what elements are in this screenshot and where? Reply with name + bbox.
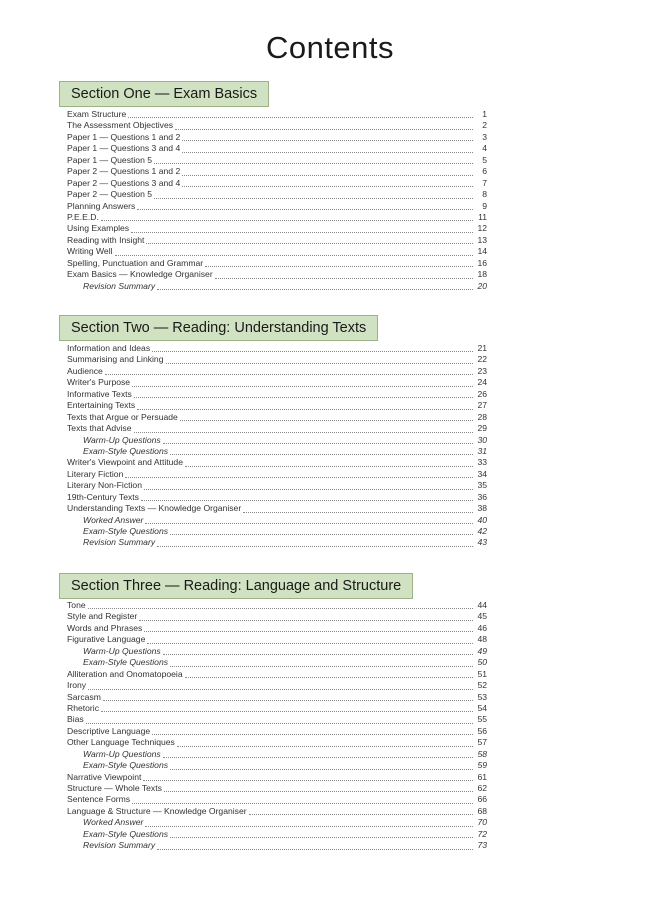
dot-leader (182, 184, 473, 187)
dot-leader (170, 452, 473, 455)
toc-entry-label: Writer's Purpose (67, 377, 131, 388)
toc-entry-page-number: 70 (477, 817, 487, 828)
toc-entry-page-number: 58 (477, 748, 487, 759)
toc-entry[interactable] (67, 446, 487, 457)
toc-entry[interactable] (67, 749, 487, 760)
toc-entry-label: Entertaining Texts (67, 400, 136, 411)
toc-entry-label: Worked Answer (83, 514, 144, 525)
toc-entry-page-number: 29 (477, 423, 487, 434)
toc-entry[interactable] (67, 692, 487, 703)
dot-leader (105, 372, 473, 375)
dot-leader (131, 230, 473, 233)
toc-entry-label: Paper 2 — Questions 3 and 4 (67, 177, 181, 188)
toc-entry[interactable] (67, 537, 487, 548)
toc-entry-label: 19th-Century Texts (67, 491, 139, 502)
dot-leader (152, 349, 473, 352)
toc-entry[interactable] (67, 469, 487, 480)
dot-leader (125, 475, 473, 478)
toc-entry-label: Words and Phrases (67, 622, 143, 633)
dot-leader (137, 207, 473, 210)
dot-leader (152, 732, 473, 735)
toc-entry-page-number: 33 (477, 457, 487, 468)
toc-entry-page-number: 50 (477, 657, 487, 668)
toc-entry-page-number: 46 (477, 622, 487, 633)
toc-entry-page-number: 7 (482, 177, 487, 188)
dot-leader (145, 824, 473, 827)
toc-entry[interactable] (67, 480, 487, 491)
dot-leader (88, 687, 473, 690)
dot-leader (157, 544, 473, 547)
toc-entry-page-number: 44 (477, 600, 487, 610)
toc-entry-label: Exam-Style Questions (83, 760, 169, 771)
toc-entry-label: Paper 1 — Questions 3 and 4 (67, 143, 181, 154)
toc-entry[interactable] (67, 400, 487, 411)
toc-entry[interactable] (67, 772, 487, 783)
toc-entry-label: Exam-Style Questions (83, 526, 169, 536)
toc-entry-page-number: 36 (477, 491, 487, 502)
toc-list-section-three (67, 600, 487, 852)
dot-leader (164, 789, 473, 792)
toc-entry[interactable] (67, 600, 487, 611)
toc-entry-label: Style and Register (67, 611, 138, 622)
dot-leader (128, 115, 473, 118)
dot-leader (132, 384, 473, 387)
toc-entry[interactable] (67, 634, 487, 645)
toc-entry[interactable] (67, 354, 487, 365)
toc-entry-page-number: 16 (477, 257, 487, 268)
toc-entry-label: Revision Summary (83, 537, 156, 548)
toc-entry[interactable] (67, 794, 487, 805)
dot-leader (86, 721, 473, 724)
toc-entry-page-number: 27 (477, 400, 487, 411)
toc-entry[interactable] (67, 412, 487, 423)
toc-entry-label: Understanding Texts — Knowledge Organiser (67, 503, 242, 514)
toc-entry-page-number: 22 (477, 354, 487, 365)
dot-leader (101, 709, 473, 712)
toc-entry[interactable] (67, 703, 487, 714)
toc-entry[interactable] (67, 109, 487, 120)
toc-entry[interactable] (67, 526, 487, 537)
toc-entry[interactable] (67, 377, 487, 388)
dot-leader (182, 173, 473, 176)
toc-entry-page-number: 21 (477, 343, 487, 353)
toc-entry-label: Warm-Up Questions (83, 434, 161, 445)
toc-entry-page-number: 62 (477, 783, 487, 793)
dot-leader (249, 812, 473, 815)
dot-leader (143, 778, 473, 781)
toc-entry-label: Planning Answers (67, 200, 136, 211)
toc-entry-label: Tone (67, 600, 86, 610)
toc-entry[interactable] (67, 840, 487, 851)
toc-entry[interactable] (67, 783, 487, 794)
toc-entry[interactable] (67, 435, 487, 446)
dot-leader (180, 418, 473, 421)
toc-entry-label: Revision Summary (83, 280, 156, 291)
toc-entry[interactable] (67, 503, 487, 514)
dot-leader (177, 744, 473, 747)
toc-entry-page-number: 38 (477, 503, 487, 514)
toc-entry-page-number: 59 (477, 760, 487, 771)
dot-leader (185, 464, 473, 467)
toc-entry-page-number: 48 (477, 634, 487, 645)
toc-entry-label: Bias (67, 714, 84, 725)
toc-entry-label: Audience (67, 365, 103, 376)
toc-entry[interactable] (67, 492, 487, 503)
section-header-three: Section Three — Reading: Language and Structure (59, 573, 413, 599)
toc-entry-label: Narrative Viewpoint (67, 771, 142, 782)
toc-entry[interactable] (67, 120, 487, 131)
toc-entry-label: Sarcasm (67, 691, 101, 702)
toc-entry-label: Informative Texts (67, 388, 132, 399)
toc-entry-label: Irony (67, 680, 87, 691)
toc-entry-label: Paper 2 — Question 5 (67, 189, 153, 200)
page-title: Contents (265, 30, 395, 65)
toc-entry[interactable] (67, 235, 487, 246)
toc-entry-page-number: 40 (477, 514, 487, 525)
toc-entry-page-number: 54 (477, 702, 487, 713)
toc-entry-page-number: 28 (477, 411, 487, 422)
dot-leader (144, 487, 473, 490)
toc-entry[interactable] (67, 143, 487, 154)
toc-entry-page-number: 57 (477, 737, 487, 748)
toc-entry[interactable] (67, 178, 487, 189)
toc-entry-label: Revision Summary (83, 840, 156, 851)
toc-entry-label: Paper 2 — Questions 1 and 2 (67, 166, 181, 177)
toc-entry-page-number: 18 (477, 269, 487, 280)
toc-entry-page-number: 2 (482, 120, 487, 131)
dot-leader (154, 161, 473, 164)
toc-entry-label: Using Examples (67, 223, 130, 234)
dot-leader (163, 652, 473, 655)
dot-leader (170, 664, 473, 667)
dot-leader (205, 264, 473, 267)
dot-leader (103, 698, 473, 701)
toc-entry[interactable] (67, 611, 487, 622)
toc-entry-page-number: 66 (477, 794, 487, 805)
dot-leader (166, 361, 474, 364)
toc-entry[interactable] (67, 258, 487, 269)
toc-entry-page-number: 72 (477, 828, 487, 839)
toc-entry-page-number: 68 (477, 805, 487, 816)
toc-entry-page-number: 9 (482, 200, 487, 211)
toc-entry-label: Language & Structure — Knowledge Organiser (67, 805, 247, 816)
toc-entry-page-number: 73 (477, 840, 487, 851)
dot-leader (163, 441, 473, 444)
toc-entry-label: Alliteration and Onomatopoeia (67, 668, 183, 679)
toc-entry[interactable] (67, 623, 487, 634)
toc-entry-label: Warm-Up Questions (83, 645, 161, 656)
dot-leader (170, 767, 473, 770)
section-header-one: Section One — Exam Basics (59, 81, 269, 107)
toc-entry-label: Writing Well (67, 246, 113, 257)
toc-entry[interactable] (67, 423, 487, 434)
toc-entry[interactable] (67, 223, 487, 234)
dot-leader (170, 835, 473, 838)
toc-entry-page-number: 5 (482, 154, 487, 165)
toc-entry-label: Spelling, Punctuation and Grammar (67, 257, 204, 268)
dot-leader (134, 395, 473, 398)
toc-entry-label: Figurative Language (67, 634, 146, 645)
toc-entry-label: Exam Structure (67, 109, 127, 119)
toc-entry-label: Paper 1 — Questions 1 and 2 (67, 131, 181, 142)
toc-entry-label: Writer's Viewpoint and Attitude (67, 457, 183, 468)
toc-entry-label: Paper 1 — Question 5 (67, 154, 153, 165)
toc-entry-page-number: 30 (477, 434, 487, 445)
dot-leader (175, 127, 473, 130)
toc-entry-page-number: 8 (482, 189, 487, 200)
toc-entry[interactable] (67, 646, 487, 657)
toc-entry-label: Worked Answer (83, 817, 144, 828)
toc-entry[interactable] (67, 212, 487, 223)
toc-entry-label: Descriptive Language (67, 725, 151, 736)
toc-entry[interactable] (67, 726, 487, 737)
toc-entry-label: Exam-Style Questions (83, 445, 169, 456)
toc-entry[interactable] (67, 281, 487, 292)
toc-entry-label: Exam-Style Questions (83, 828, 169, 839)
toc-entry-label: Exam Basics — Knowledge Organiser (67, 269, 213, 280)
section-header-two: Section Two — Reading: Understanding Texts (59, 315, 378, 341)
toc-entry-label: Information and Ideas (67, 343, 151, 353)
toc-entry-label: Warm-Up Questions (83, 748, 161, 759)
toc-entry-label: Literary Non-Fiction (67, 480, 142, 491)
toc-entry-label: Rhetoric (67, 702, 99, 713)
toc-entry-label: Reading with Insight (67, 234, 145, 245)
toc-entry[interactable] (67, 201, 487, 212)
dot-leader (115, 253, 473, 256)
toc-entry[interactable] (67, 817, 487, 828)
toc-entry[interactable] (67, 829, 487, 840)
dot-leader (185, 675, 473, 678)
toc-entry-page-number: 61 (477, 771, 487, 782)
toc-entry-label: Texts that Advise (67, 423, 132, 434)
toc-entry-page-number: 20 (477, 280, 487, 291)
toc-entry[interactable] (67, 343, 487, 354)
toc-entry-label: Structure — Whole Texts (67, 783, 162, 793)
toc-entry[interactable] (67, 680, 487, 691)
dot-leader (144, 629, 473, 632)
toc-entry[interactable] (67, 269, 487, 280)
toc-entry-page-number: 1 (482, 109, 487, 119)
toc-entry-page-number: 11 (478, 211, 487, 222)
toc-entry[interactable] (67, 737, 487, 748)
dot-leader (154, 196, 473, 199)
toc-entry-label: Other Language Techniques (67, 737, 175, 748)
dot-leader (137, 407, 473, 410)
toc-entry-page-number: 51 (477, 668, 487, 679)
toc-entry[interactable] (67, 132, 487, 143)
toc-entry[interactable] (67, 457, 487, 468)
toc-entry-label: Literary Fiction (67, 468, 124, 479)
toc-entry-page-number: 53 (477, 691, 487, 702)
toc-entry-page-number: 52 (477, 680, 487, 691)
dot-leader (215, 276, 473, 279)
toc-entry[interactable] (67, 760, 487, 771)
toc-entry-page-number: 45 (477, 611, 487, 622)
toc-entry-label: Exam-Style Questions (83, 657, 169, 668)
toc-entry-page-number: 14 (477, 246, 487, 257)
toc-list-section-one (67, 109, 487, 292)
dot-leader (163, 755, 473, 758)
dot-leader (145, 521, 473, 524)
toc-entry-page-number: 55 (477, 714, 487, 725)
dot-leader (139, 618, 473, 621)
dot-leader (134, 430, 474, 433)
toc-entry-page-number: 12 (477, 223, 487, 234)
toc-entry-page-number: 34 (477, 468, 487, 479)
toc-entry-label: Summarising and Linking (67, 354, 164, 365)
toc-entry-label: The Assessment Objectives (67, 120, 174, 131)
toc-entry-label: Sentence Forms (67, 794, 131, 805)
toc-entry[interactable] (67, 806, 487, 817)
toc-entry-page-number: 4 (482, 143, 487, 154)
dot-leader (101, 218, 473, 221)
toc-entry[interactable] (67, 166, 487, 177)
toc-entry[interactable] (67, 189, 487, 200)
toc-entry-page-number: 23 (477, 365, 487, 376)
toc-entry-page-number: 26 (477, 388, 487, 399)
toc-entry-page-number: 35 (477, 480, 487, 491)
toc-entry-page-number: 3 (482, 131, 487, 142)
toc-entry[interactable] (67, 714, 487, 725)
toc-entry-label: Texts that Argue or Persuade (67, 411, 178, 422)
toc-entry-label: P.E.E.D. (67, 211, 99, 222)
toc-list-section-two (67, 343, 487, 549)
toc-entry[interactable] (67, 515, 487, 526)
toc-entry-page-number: 24 (477, 377, 487, 388)
dot-leader (182, 138, 473, 141)
toc-entry[interactable] (67, 657, 487, 668)
toc-entry-page-number: 6 (482, 166, 487, 177)
toc-entry[interactable] (67, 155, 487, 166)
dot-leader (132, 801, 473, 804)
toc-entry[interactable] (67, 669, 487, 680)
dot-leader (243, 510, 473, 513)
dot-leader (147, 641, 473, 644)
dot-leader (88, 606, 473, 609)
toc-entry-page-number: 42 (477, 526, 487, 536)
toc-entry[interactable] (67, 246, 487, 257)
toc-entry-page-number: 49 (477, 645, 487, 656)
dot-leader (141, 498, 473, 501)
dot-leader (170, 532, 473, 535)
toc-entry-page-number: 31 (477, 445, 487, 456)
toc-entry-page-number: 13 (477, 234, 487, 245)
toc-entry-page-number: 56 (477, 725, 487, 736)
dot-leader (157, 287, 473, 290)
dot-leader (182, 150, 473, 153)
dot-leader (146, 241, 473, 244)
toc-entry-page-number: 43 (477, 537, 487, 548)
toc-entry[interactable] (67, 389, 487, 400)
toc-entry[interactable] (67, 366, 487, 377)
dot-leader (157, 847, 473, 850)
